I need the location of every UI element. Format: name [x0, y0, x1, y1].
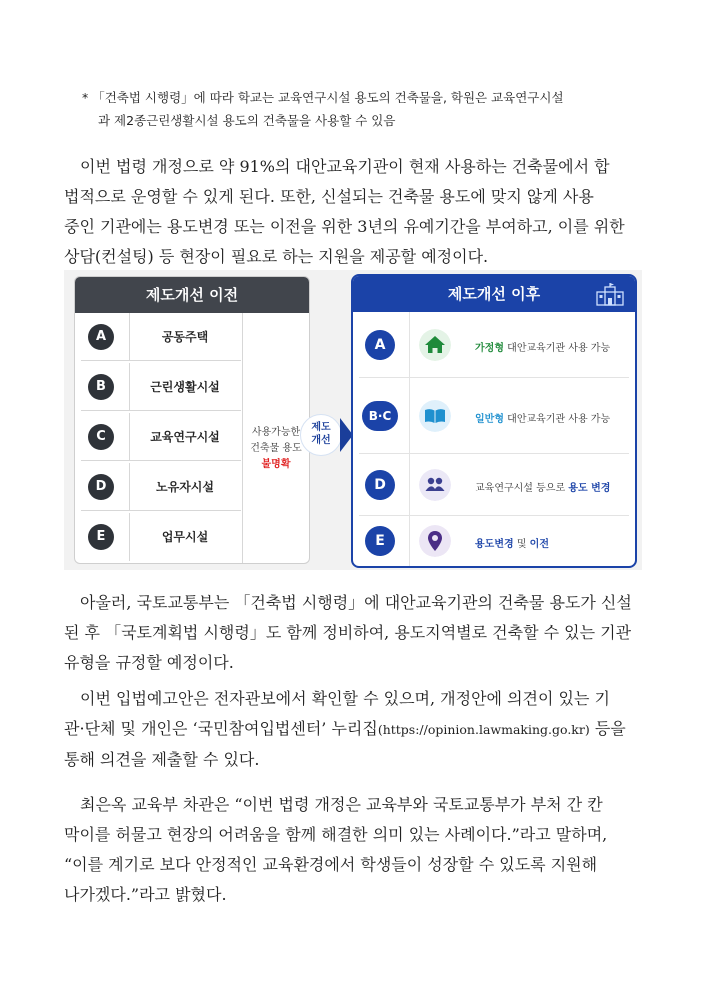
after-row-text: [475, 410, 610, 425]
letter-badge: E: [88, 524, 114, 550]
letter-badge: E: [365, 526, 395, 556]
house-icon: [419, 329, 451, 361]
letter-badge: B·C: [362, 401, 398, 431]
conjunction: 및: [513, 539, 530, 550]
paragraph-line: 상담(컨설팅) 등 현장이 필요로 하는 지원을 제공할 예정이다.: [64, 247, 489, 266]
paragraph-line: 아울러, 국토교통부는 「건축법 시행령」에 대안교육기관의 건축물 용도가 신설: [80, 593, 632, 612]
type-label: 일반형: [475, 414, 504, 425]
paragraph-line: [64, 714, 654, 745]
before-panel-title: 제도개선 이전: [75, 277, 309, 313]
bubble-line-1: 제도: [311, 422, 331, 433]
letter-badge: A: [88, 324, 114, 350]
description: 교육연구시설 등으로: [475, 483, 569, 494]
action-label: 용도변경: [475, 539, 514, 550]
building-use-label: 업무시설: [161, 530, 209, 544]
paragraph-2: [64, 588, 654, 678]
paragraph-line: 법적으로 운영할 수 있게 된다. 또한, 신설되는 건축물 용도에 맞지 않게 사용: [64, 187, 594, 206]
building-use-label: 공동주택: [161, 330, 209, 344]
school-building-icon: [595, 282, 625, 306]
text-segment: 관·단체 및 개인은 ‘국민참여입법센터’ 누리집: [64, 719, 378, 738]
paragraph-line: 나가겠다.”라고 밝혔다.: [64, 885, 227, 904]
paragraph-line: 최은옥 교육부 차관은 “이번 법령 개정은 교육부와 국토교통부가 부처 간 칸: [80, 795, 603, 814]
before-row: [75, 513, 309, 561]
before-panel: [74, 276, 310, 564]
letter-badge: A: [365, 330, 395, 360]
usage-unclear-label: 불명확: [261, 459, 291, 470]
letter-badge: B: [88, 374, 114, 400]
action-label: 용도 변경: [568, 483, 611, 494]
before-row: [75, 313, 309, 361]
paragraph-3: [64, 684, 654, 775]
people-icon: [419, 469, 451, 501]
letter-badge: D: [365, 470, 395, 500]
website-link[interactable]: (https://opinion.lawmaking.go.kr): [377, 722, 590, 737]
building-use-label: 노유자시설: [156, 480, 214, 494]
paragraph-line: 이번 법령 개정으로 약 91%의 대안교육기관이 현재 사용하는 건축물에서 합: [80, 157, 610, 176]
type-label: 가정형: [475, 343, 504, 354]
paragraph-line: “이를 계기로 보다 안정적인 교육환경에서 학생들이 성장할 수 있도록 지원해: [64, 855, 598, 874]
paragraph-line: 유형을 규정할 예정이다.: [64, 653, 234, 672]
usage-unclear-note: [245, 425, 307, 473]
building-use-label: 근린생활시설: [150, 380, 220, 394]
building-use-label: 교육연구시설: [150, 430, 220, 444]
reform-bubble: [300, 414, 342, 456]
description: 대안교육기관 사용 가능: [503, 343, 611, 354]
paragraph-line: 된 후 「국토계획법 시행령」도 함께 정비하여, 용도지역별로 건축할 수 있는 기관: [64, 623, 632, 642]
after-panel-header: [353, 276, 635, 312]
paragraph-line: 막이를 허물고 현장의 어려움을 함께 해결한 의미 있는 사례이다.”라고 말하며,: [64, 825, 608, 844]
letter-badge: C: [88, 424, 114, 450]
policy-comparison-diagram: [64, 270, 642, 570]
bubble-line-2: 개선: [311, 435, 331, 446]
after-row-text: [475, 535, 549, 550]
after-panel-title: 제도개선 이후: [447, 285, 541, 303]
footnote: [82, 86, 662, 132]
paragraph-1: [64, 152, 654, 272]
book-icon: [419, 400, 451, 432]
after-panel: [351, 274, 637, 568]
action-label: 이전: [529, 539, 549, 550]
after-row: [353, 312, 635, 378]
paragraph-4: [64, 790, 654, 910]
after-row-text: [475, 339, 610, 354]
after-row-text: [475, 479, 610, 494]
footnote-line-1: * 「건축법 시행령」에 따라 학교는 교육연구시설 용도의 건축물을, 학원은 교육연구시설: [82, 90, 564, 105]
paragraph-line: 이번 입법예고안은 전자관보에서 확인할 수 있으며, 개정안에 의견이 있는 기: [80, 689, 610, 708]
after-row: [353, 378, 635, 454]
after-row: [353, 454, 635, 516]
usage-line-1: 사용가능한: [251, 427, 301, 438]
before-row: [75, 363, 309, 411]
footnote-line-2: 과 제2종근린생활시설 용도의 건축물을 사용할 수 있음: [98, 113, 396, 128]
paragraph-line: 통해 의견을 제출할 수 있다.: [64, 750, 260, 769]
location-pin-icon: [419, 525, 451, 557]
usage-line-2: 건축물 용도: [250, 443, 302, 454]
letter-badge: D: [88, 474, 114, 500]
description: 대안교육기관 사용 가능: [503, 414, 611, 425]
text-segment: 등을: [589, 719, 626, 738]
after-row: [353, 516, 635, 566]
paragraph-line: 중인 기관에는 용도변경 또는 이전을 위한 3년의 유예기간을 부여하고, 이를 위한: [64, 217, 625, 236]
